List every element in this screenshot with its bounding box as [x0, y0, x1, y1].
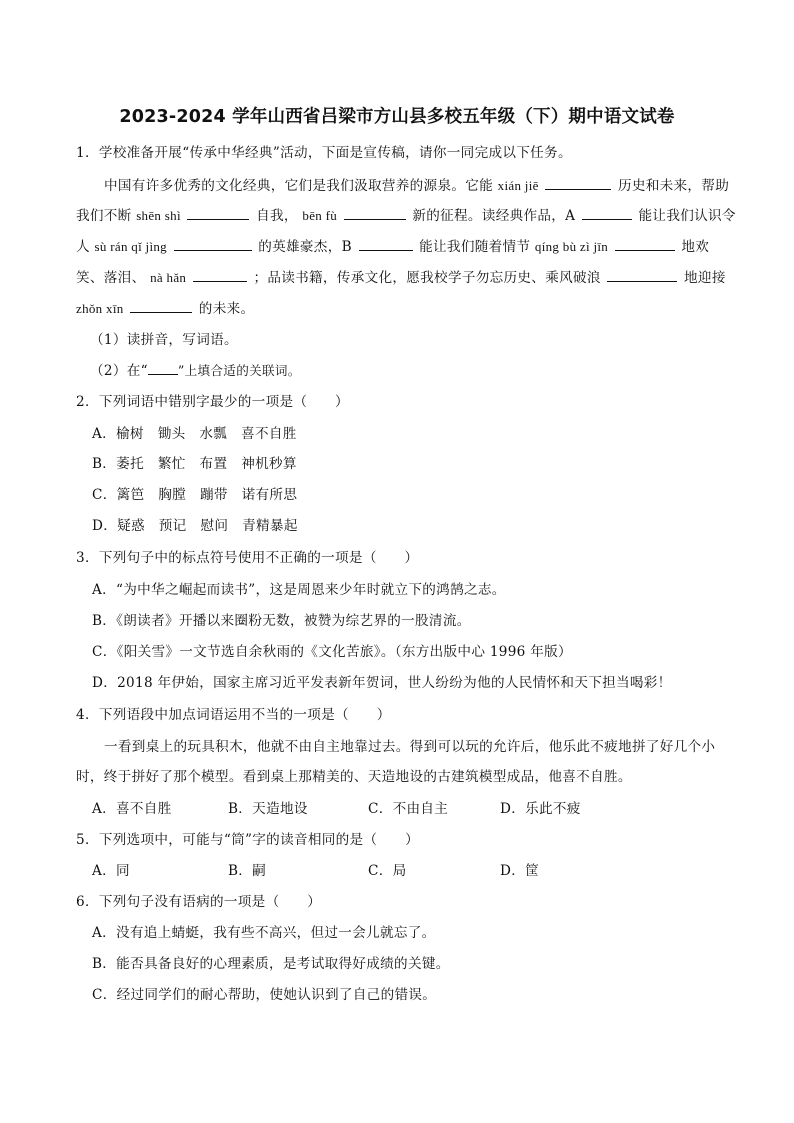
q2-stem: 2．下列词语中错别字最少的一项是（ ） — [76, 394, 349, 410]
q1-text: 地欢 — [681, 239, 710, 255]
exam-title: 2023-2024 学年山西省吕梁市方山县多校五年级（下）期中语文试卷 — [119, 107, 675, 127]
pinyin: bēn fù — [302, 208, 338, 223]
pinyin: zhǒn xīn — [76, 301, 124, 316]
answer-blank[interactable] — [359, 236, 413, 251]
q5-option-c[interactable]: C．局 — [368, 863, 407, 879]
q3-option-b[interactable]: B．《朗读者》开播以来圈粉无数，被赞为综艺界的一股清流。 — [92, 613, 471, 629]
q1-passage-line-5 — [76, 298, 254, 319]
q1-text: 笑、落泪、 — [76, 270, 146, 286]
q1-sub-1: （1）读拼音，写词语。 — [90, 332, 238, 348]
q1-text: 能让我们认识令 — [638, 208, 736, 224]
q1-sub-2 — [90, 360, 301, 381]
pinyin: xián jiē — [497, 178, 539, 193]
q4-option-d[interactable]: D．乐此不疲 — [500, 801, 581, 817]
q3-option-d[interactable]: D．2018 年伊始，国家主席习近平发表新年贺词，世人纷纷为他的人民情怀和天下担当喝彩！ — [92, 675, 672, 691]
q4-passage-line-1: 一看到桌上的玩具积木，他就不由自主地靠过去。得到可以玩的允许后，他乐此不疲地拼了好几个小 — [104, 739, 716, 755]
q6-stem: 6．下列句子没有语病的一项是（ ） — [76, 894, 322, 910]
q1-text: 中国有许多优秀的文化经典，它们是我们汲取营养的源泉。它能 — [104, 178, 494, 194]
q1-sub-2-text: （2）在“ — [90, 363, 148, 379]
q2-option-a[interactable]: A．榆树 锄头 水瓢 喜不自胜 — [92, 426, 297, 442]
q2-option-d[interactable]: D．疑惑 预记 慰问 青精暴起 — [92, 518, 298, 534]
q6-option-a[interactable]: A．没有追上蜻蜓，我有些不高兴，但过一会儿就忘了。 — [92, 925, 436, 941]
q1-stem: 1．学校准备开展“传承中华经典”活动，下面是宣传稿，请你一同完成以下任务。 — [76, 145, 572, 161]
q4-option-b[interactable]: B．天造地设 — [228, 801, 308, 817]
q1-text: 历史和未来，帮助 — [617, 178, 730, 194]
q6-option-c[interactable]: C．经过同学们的耐心帮助，使她认识到了自己的错误。 — [92, 987, 437, 1003]
q5-option-a[interactable]: A．同 — [92, 863, 130, 879]
q1-text: 我们不断 — [76, 208, 132, 224]
q1-sub-2-text: ”上填合适的关联词。 — [177, 363, 301, 378]
q1-text: 自我， — [256, 208, 298, 224]
q2-option-b[interactable]: B．萎托 繁忙 布置 神机秒算 — [92, 456, 297, 472]
q4-stem: 4．下列语段中加点词语运用不当的一项是（ ） — [76, 707, 391, 723]
pinyin: qíng bù zì jīn — [534, 239, 609, 254]
answer-blank[interactable] — [187, 205, 249, 220]
answer-blank[interactable] — [615, 236, 675, 251]
q1-text: 新的征程。读经典作品，A — [412, 208, 576, 224]
q1-text: 的英雄豪杰，B — [258, 239, 352, 255]
answer-blank[interactable] — [545, 175, 611, 190]
q5-option-d[interactable]: D．筐 — [500, 863, 539, 879]
answer-blank[interactable] — [607, 267, 677, 282]
pinyin: shēn shì — [136, 208, 181, 223]
q4-option-a[interactable]: A．喜不自胜 — [92, 801, 172, 817]
q1-passage-line-1 — [104, 175, 729, 196]
q1-passage-line-3 — [76, 236, 709, 257]
q5-option-b[interactable]: B．嗣 — [228, 863, 267, 879]
q2-option-c[interactable]: C．篱笆 胸膛 蹦带 诺有所思 — [92, 487, 298, 503]
q1-text: 的未来。 — [198, 301, 255, 317]
q6-option-b[interactable]: B．能否具备良好的心理素质，是考试取得好成绩的关键。 — [92, 956, 450, 972]
q1-text: 人 — [76, 239, 90, 255]
pinyin: nà hǎn — [150, 270, 187, 285]
q4-passage-line-2: 时，终于拼好了那个模型。看到桌上那精美的、天造地设的古建筑模型成品，他喜不自胜。 — [76, 769, 632, 785]
q1-passage-line-4 — [76, 267, 726, 288]
pinyin: sù rán qǐ jìng — [94, 239, 167, 254]
q1-text: 地迎接 — [684, 270, 726, 286]
q1-passage-line-2 — [76, 205, 736, 226]
answer-blank — [148, 360, 178, 375]
q3-option-a[interactable]: A．“为中华之崛起而读书”，这是周恩来少年时就立下的鸿鹄之志。 — [92, 582, 506, 598]
q3-option-c[interactable]: C．《阳关雪》一文节选自余秋雨的《文化苦旅》。（东方出版中心 1996 年版） — [92, 644, 572, 660]
q1-text: ；品读书籍，传承文化，愿我校学子勿忘历史、乘风破浪 — [253, 270, 601, 286]
q5-stem: 5．下列选项中，可能与“筒”字的读音相同的是（ ） — [76, 832, 420, 848]
q1-text: 能让我们随着情节 — [419, 239, 531, 255]
answer-blank[interactable] — [174, 236, 252, 251]
q4-option-c[interactable]: C．不由自主 — [368, 801, 449, 817]
answer-blank[interactable] — [193, 267, 247, 282]
answer-blank[interactable] — [582, 205, 632, 220]
answer-blank[interactable] — [130, 298, 192, 313]
answer-blank[interactable] — [344, 205, 406, 220]
q3-stem: 3．下列句子中的标点符号使用不正确的一项是（ ） — [76, 550, 419, 566]
